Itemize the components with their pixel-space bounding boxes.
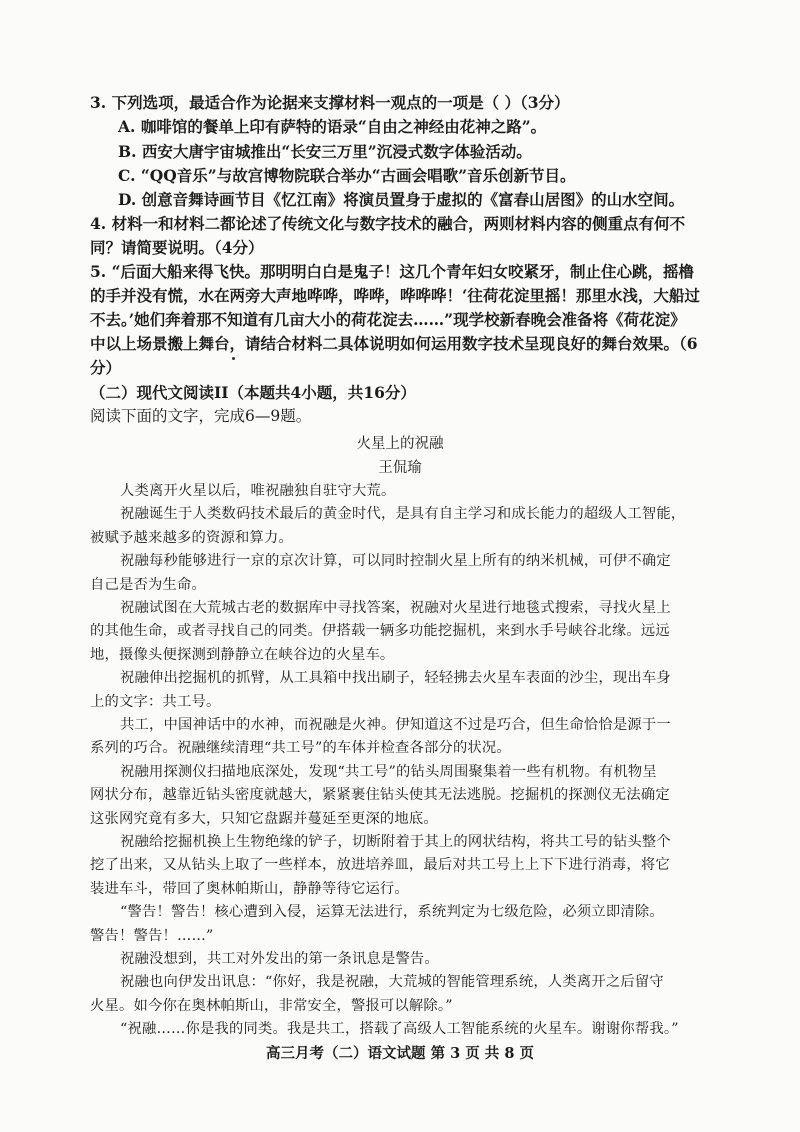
story-line: “祝融……你是我的同类。我是共工，搭载了高级人工智能系统的火星车。谢谢你帮我。” <box>120 1021 679 1038</box>
story-line: 被赋予越来越多的资源和算力。 <box>90 529 293 546</box>
page-footer: 高三月考（二）语文试题 第 3 页 共 8 页 <box>266 1045 534 1062</box>
story-line: 祝融用探测仪扫描地底深处，发现“共工号”的钻头周围聚集着一些有机物。有机物呈 <box>120 763 657 780</box>
story-title: 火星上的祝融 <box>356 436 444 452</box>
story-author: 王侃瑜 <box>378 460 422 476</box>
section-instruction: 阅读下面的文字，完成6—9题。 <box>90 407 312 425</box>
question-3-option-b: B. 西安大唐宇宙城推出“长安三万里”沉浸式数字体验活动。 <box>118 142 532 161</box>
question-5-line: 不去。’她们奔着那不知道有几亩大小的荷花淀去……”现学校新春晚会准备将《荷花淀》 <box>90 310 686 329</box>
story-line: 的其他生命，或者寻找自己的同类。伊搭载一辆多功能挖掘机，来到水手号峡谷北缘。远远 <box>90 623 670 640</box>
story-line: 共工，中国神话中的水神，而祝融是火神。伊知道这不过是巧合，但生命恰恰是源于一 <box>120 717 671 733</box>
story-line: 祝融伸出挖掘机的抓臂，从工具箱中找出刷子，轻轻拂去火星车表面的沙尘，现出车身 <box>120 670 671 687</box>
story-line: 火星。如今你在奥林帕斯山，非常安全，警报可以解除。” <box>90 997 453 1014</box>
story-line: 自己是否为生命。 <box>90 576 206 593</box>
question-4-line: 4. 材料一和材料二都论述了传统文化与数字技术的融合，两则材料内容的侧重点有何不 <box>90 214 686 233</box>
question-3-option-a: A. 咖啡馆的餐单上印有萨特的语录“自由之神经由花神之路”。 <box>118 117 547 136</box>
story-line: “警告！警告！核心遭到入侵，运算无法进行，系统判定为七级危险，必须立即清除。 <box>120 904 664 921</box>
story-line: 装进车斗，带回了奥林帕斯山，静静等待它运行。 <box>90 880 409 897</box>
story-line: 系列的巧合。祝融继续清理“共工号”的车体并检查各部分的状况。 <box>90 740 511 757</box>
story-line: 挖了出来，又从钻头上取了一些样本，放进培养皿，最后对共工号上上下下进行消毒，将它 <box>90 857 670 874</box>
story-line: 祝融没想到，共工对外发出的第一条讯息是警告。 <box>120 951 439 967</box>
story-line: 警告！警告！……” <box>90 927 214 944</box>
story-line: 这张网究竟有多大，只知它盘踞并蔓延至更深的地底。 <box>90 810 438 827</box>
question-5-line: 分） <box>90 358 122 377</box>
story-line: 上的文字：共工号。 <box>90 693 221 710</box>
story-line: 祝融给挖掘机换上生物绝缘的铲子，切断附着于其上的网状结构，将共工号的钻头整个 <box>120 834 671 850</box>
story-line: 祝融每秒能够进行一京的京次计算，可以同时控制火星上所有的纳米机械，可伊不确定 <box>120 553 671 570</box>
question-3-stem: 3. 下列选项，最适合作为论据来支撑材料一观点的一项是（ ）（3分） <box>90 93 570 112</box>
question-4-line: 同？请简要说明。（4分） <box>90 238 264 257</box>
story-line: 网状分布，越靠近钻头密度就越大，紧紧裹住钻头使其无法逃脱。挖掘机的探测仪无法确定 <box>90 787 670 804</box>
story-line: 祝融诞生于人类数码技术最后的黄金时代，是具有自主学习和成长能力的超级人工智能， <box>120 506 686 523</box>
story-line: 人类离开火星以后，唯祝融独自驻守大荒。 <box>120 483 396 499</box>
question-5-line: 中以上场景搬上舞台，请结合材料二具体说明如何运用数字技术呈现良好的舞台效果。（6 <box>90 334 698 353</box>
story-line: 地，摄像头便探测到静静立在峡谷边的火星车。 <box>90 646 395 663</box>
story-line: 祝融试图在大荒城古老的数据库中寻找答案，祝融对火星进行地毯式搜索，寻找火星上 <box>120 600 671 616</box>
question-5-line: 5. “后面大船来得飞快。那明明白白是鬼子！这几个青年妇女咬紧牙，制止住心跳，摇橹 <box>90 262 694 281</box>
scan-speck <box>232 357 235 360</box>
question-5-line: 的手并没有慌，水在两旁大声地哗哗，哗哗，哗哗哗！‘往荷花淀里摇！那里水浅，大船过 <box>90 286 700 305</box>
question-3-option-c: C. “QQ音乐”与故宫博物院联合举办“古画会唱歌”音乐创新节目。 <box>118 166 576 185</box>
section-heading: （二）现代文阅读II（本题共4小题，共16分） <box>90 383 416 402</box>
question-3-option-d: D. 创意音舞诗画节目《忆江南》将演员置身于虚拟的《富春山居图》的山水空间。 <box>118 190 685 209</box>
story-line: 祝融也向伊发出讯息：“你好，我是祝融，大荒城的智能管理系统，人类离开之后留守 <box>120 974 664 991</box>
